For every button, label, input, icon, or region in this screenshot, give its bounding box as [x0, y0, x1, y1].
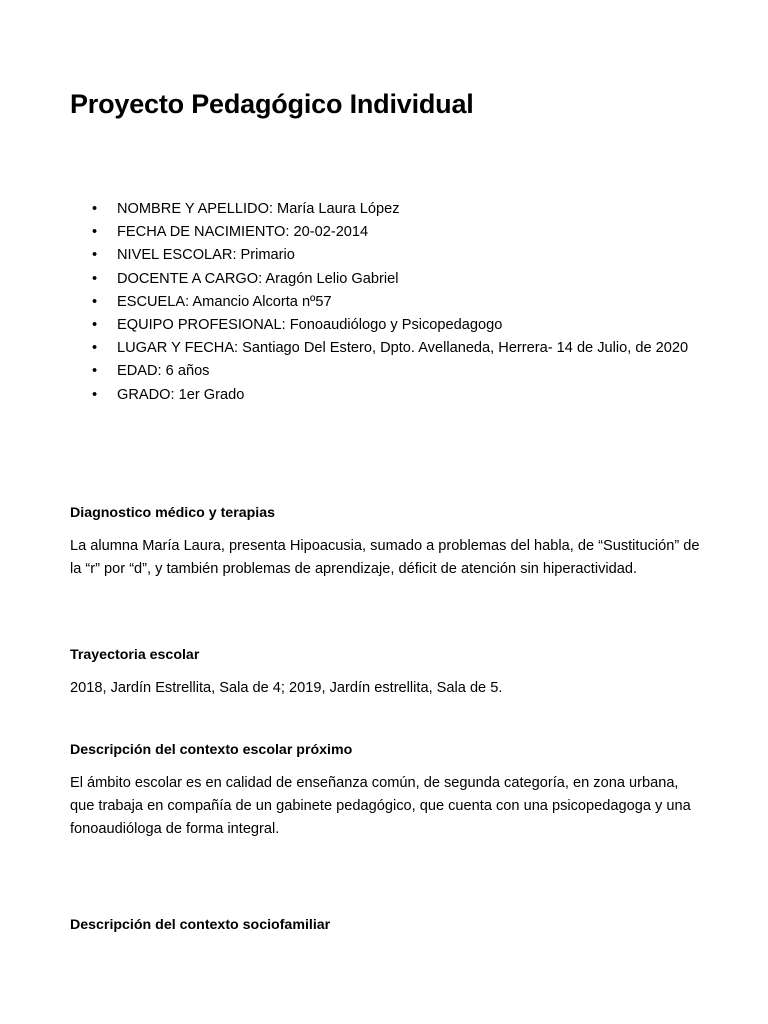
bullet-icon: •: [92, 363, 98, 380]
info-value: 1er Grado: [174, 386, 245, 403]
info-value: 20-02-2014: [289, 224, 369, 241]
bullet-icon: •: [92, 224, 98, 241]
bullet-icon: •: [92, 247, 98, 264]
bullet-icon: •: [92, 270, 98, 287]
info-label: FECHA DE NACIMIENTO:: [117, 224, 290, 241]
info-value: 6 años: [161, 363, 210, 380]
info-label: NIVEL ESCOLAR:: [117, 247, 237, 264]
info-label: NOMBRE Y APELLIDO:: [117, 201, 273, 217]
list-item-equipo: [70, 314, 690, 337]
info-label: EDAD:: [117, 363, 162, 380]
bullet-icon: •: [92, 317, 98, 334]
section-body-contexto-escolar: El ámbito escolar es en calidad de enseñanza común, de segunda categoría, en zona urbana, que trabaja en compañía de un gabinete pedagógico, que cuenta con una psicopedagoga y una fonoaudióloga de forma integral.: [70, 775, 691, 837]
list-item-docente: [70, 268, 690, 291]
info-value: Fonoaudiólogo y Psicopedagogo: [285, 317, 503, 334]
bullet-icon: •: [92, 293, 98, 310]
info-value: María Laura López: [273, 201, 400, 217]
info-value: Amancio Alcorta nº57: [189, 293, 332, 310]
section-body-trayectoria: 2018, Jardín Estrellita, Sala de 4; 2019, Jardín estrellita, Sala de 5.: [70, 680, 503, 696]
bullet-icon: •: [92, 340, 98, 357]
list-item-lugar-fecha: [70, 337, 690, 360]
document-title: Proyecto Pedagógico Individual: [70, 89, 474, 119]
info-value: Santiago Del Estero, Dpto. Avellaneda, Herrera- 14 de Julio, de 2020: [238, 340, 689, 357]
info-label: LUGAR Y FECHA:: [117, 340, 239, 357]
info-value: Aragón Lelio Gabriel: [262, 270, 399, 287]
list-item-edad: [70, 360, 690, 383]
bullet-icon: •: [92, 201, 98, 217]
info-label: DOCENTE A CARGO:: [117, 270, 263, 287]
student-info-list: [70, 198, 690, 407]
bullet-icon: •: [92, 386, 98, 403]
section-heading-contexto-sociofamiliar: Descripción del contexto sociofamiliar: [70, 917, 331, 933]
list-item-grado: [70, 384, 690, 407]
section-heading-contexto-escolar: Descripción del contexto escolar próximo: [70, 742, 353, 758]
section-heading-trayectoria: Trayectoria escolar: [70, 647, 200, 663]
list-item-nombre: [70, 198, 690, 221]
list-item-escuela: [70, 291, 690, 314]
info-label: EQUIPO PROFESIONAL:: [117, 317, 286, 334]
section-body-diagnostico: La alumna María Laura, presenta Hipoacusia, sumado a problemas del habla, de “Sustitución” de la “r” por “d”, y también problemas de aprendizaje, déficit de atención sin hiperactividad.: [70, 538, 700, 577]
info-label: ESCUELA:: [117, 293, 190, 310]
section-heading-diagnostico: Diagnostico médico y terapias: [70, 505, 275, 521]
list-item-fecha-nacimiento: [70, 221, 690, 244]
info-value: Primario: [236, 247, 295, 264]
info-label: GRADO:: [117, 386, 175, 403]
list-item-nivel-escolar: [70, 244, 690, 267]
